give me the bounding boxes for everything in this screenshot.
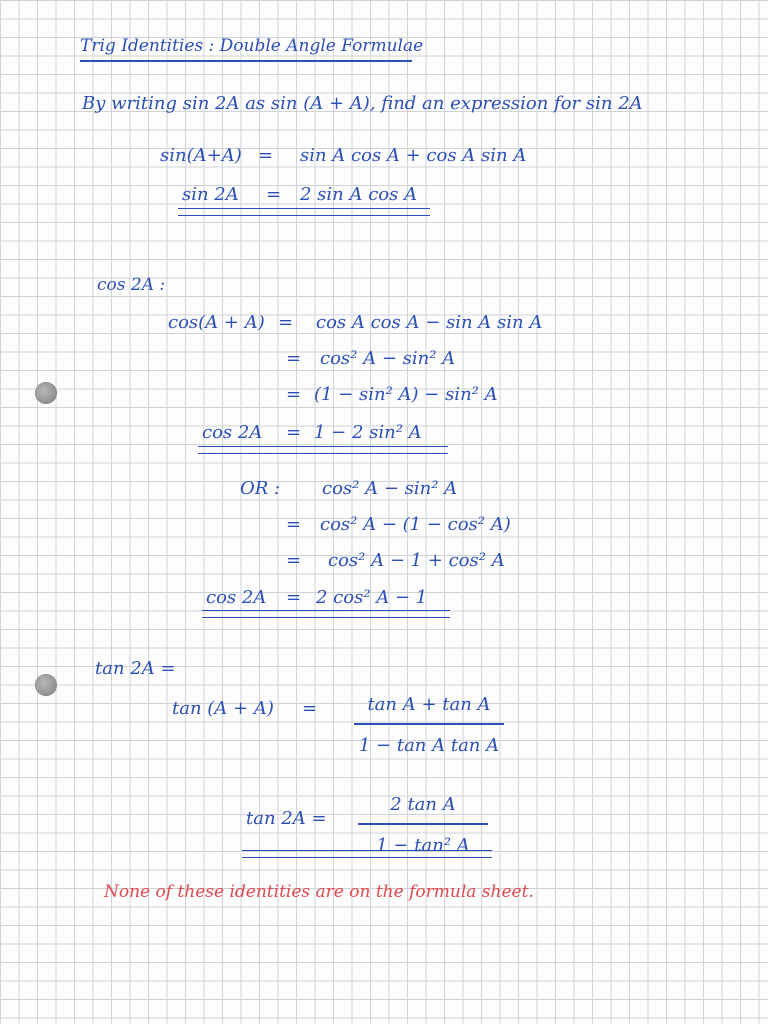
punch-hole-top <box>35 382 57 404</box>
sin-line1-rhs: sin A cos A + cos A sin A <box>300 145 527 166</box>
cos-line6-eq: = <box>286 550 302 571</box>
cos-line1-eq: = <box>278 312 294 333</box>
cos-result2-eq: = <box>286 587 302 608</box>
tan-heading: tan 2A = <box>95 658 176 679</box>
cos-or-label: OR : <box>240 478 281 499</box>
cos-result1-eq: = <box>286 422 302 443</box>
tan-result-underline <box>242 850 492 858</box>
cos-line4-rhs: cos² A − sin² A <box>322 478 458 499</box>
cos-result2-lhs: cos 2A <box>206 587 267 608</box>
cos-line3-rhs: (1 − sin² A) − sin² A <box>314 384 498 405</box>
tan-line1-fraction-bar <box>354 723 504 725</box>
tan-line1-lhs: tan (A + A) <box>172 698 274 719</box>
sin-result-underline <box>178 208 430 216</box>
formula-sheet-note: None of these identities are on the formula sheet. <box>104 882 534 902</box>
cos-result1-underline <box>198 446 448 454</box>
sin-result-lhs: sin 2A <box>182 184 239 205</box>
cos-line6-rhs: cos² A − 1 + cos² A <box>328 550 505 571</box>
sin-line1-lhs: sin(A+A) <box>160 145 242 166</box>
cos-result2-underline <box>202 610 450 618</box>
cos-result1-lhs: cos 2A <box>202 422 263 443</box>
prompt-text: By writing sin 2A as sin (A + A), find an expression for sin 2A <box>82 93 643 114</box>
page-title: Trig Identities : Double Angle Formulae <box>80 36 424 56</box>
sin-result-rhs: 2 sin A cos A <box>300 184 418 205</box>
cos-line2-rhs: cos² A − sin² A <box>320 348 456 369</box>
tan-result-denominator: 1 − tan² A <box>376 834 470 856</box>
punch-hole-bottom <box>35 674 57 696</box>
cos-heading: cos 2A : <box>97 275 166 295</box>
cos-line5-eq: = <box>286 514 302 535</box>
tan-result-fraction <box>358 794 488 856</box>
tan-line1-fraction <box>354 694 504 756</box>
sin-line1-eq: = <box>258 145 274 166</box>
tan-result-fraction-bar <box>358 823 488 825</box>
tan-line1-eq: = <box>302 698 318 719</box>
sin-result-eq: = <box>266 184 282 205</box>
cos-result2-rhs: 2 cos² A − 1 <box>316 587 428 608</box>
cos-result1-rhs: 1 − 2 sin² A <box>314 422 422 443</box>
tan-line1-denominator: 1 − tan A tan A <box>358 734 500 756</box>
cos-line5-rhs: cos² A − (1 − cos² A) <box>320 514 511 535</box>
cos-line3-eq: = <box>286 384 302 405</box>
tan-result-numerator: 2 tan A <box>390 794 456 815</box>
cos-line1-rhs: cos A cos A − sin A sin A <box>316 312 543 333</box>
tan-result-lhs: tan 2A = <box>246 808 327 829</box>
title-underline <box>80 60 412 62</box>
cos-line2-eq: = <box>286 348 302 369</box>
tan-line1-numerator: tan A + tan A <box>367 694 491 715</box>
cos-line1-lhs: cos(A + A) <box>168 312 265 333</box>
